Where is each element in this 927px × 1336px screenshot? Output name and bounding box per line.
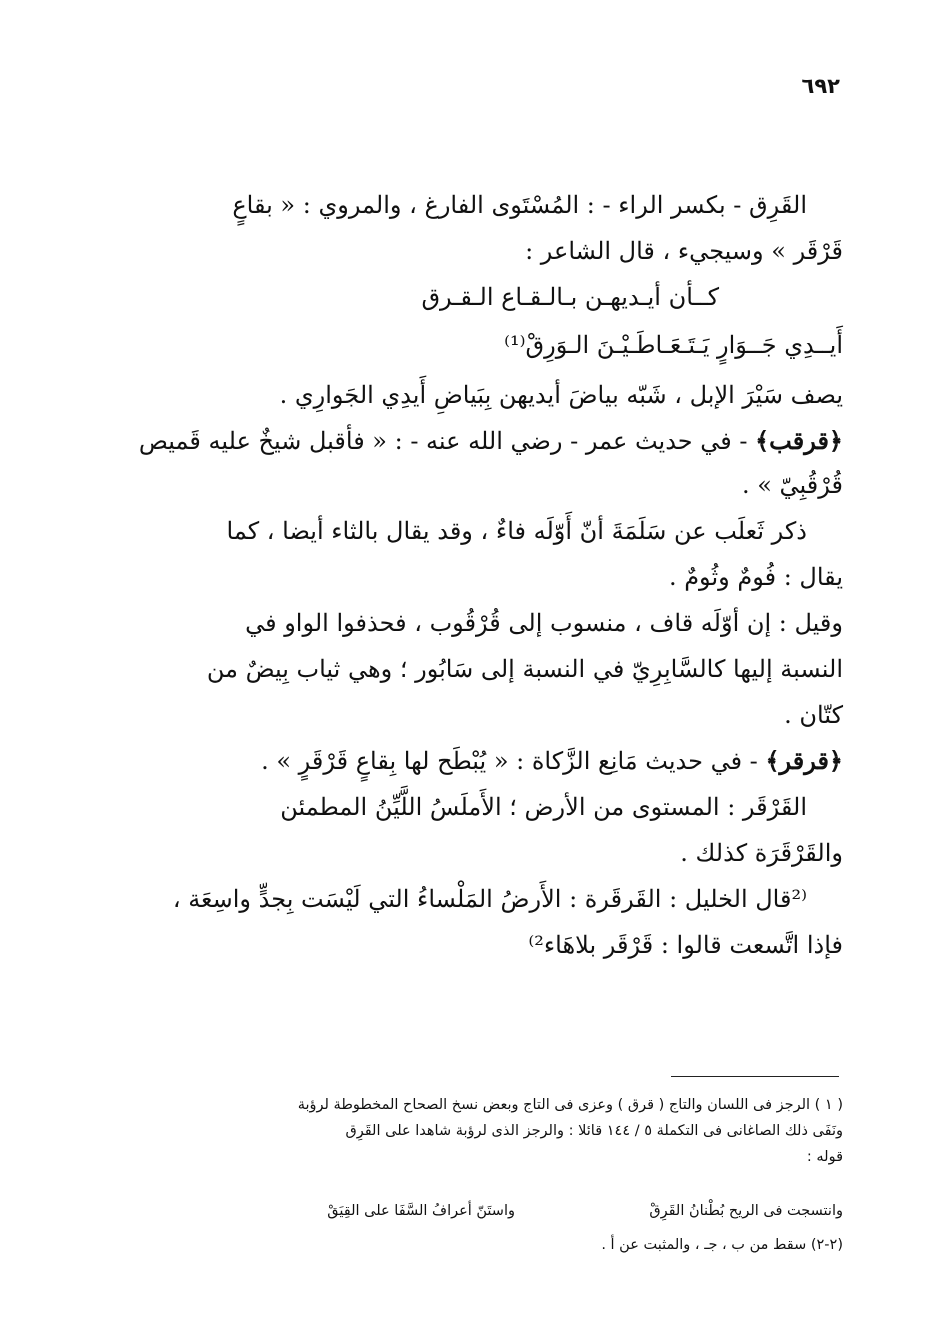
text-line: قَرْقَر » وسيجيء ، قال الشاعر : [525, 237, 843, 265]
entry-qarqar [261, 744, 843, 778]
text-line: قُرْقُبِيّ » . [741, 471, 843, 499]
footnote-divider [671, 1076, 839, 1077]
text-span: - في حديث عمر - رضي الله عنه - : « فأقبل شيخٌ عليه قَميص [138, 427, 748, 455]
text-line: ⁽²قال الخليل : القَرقَرة : الأَرضُ المَلْساءُ التي لَيْسَت بِجدٍّ واسِعَة ، [172, 885, 807, 913]
text-span: - في حديث مَانِع الزَّكاة : « يُبْطَح لها بِقاعٍ قَرْقَرٍ » . [261, 747, 758, 775]
headword-qurqub: ﴿قرقب﴾ [755, 426, 843, 455]
text-line: يصف سَيْرَ الإبل ، شَبّه بياضَ أيديهن بِبَياضِ أَيدِي الجَوارِي . [279, 381, 843, 409]
text-line: النسبة إليها كالسَّابِرِيّ في النسبة إلى سَابُور ؛ وهي ثياب بِيضٌ من [206, 655, 843, 683]
footnote-line: ( ١ ) الرجز فى اللسان والتاج ( قرق ) وعزى فى التاج وبعض نسخ الصحاح المخطوطة لرؤبة [297, 1097, 843, 1113]
text-line: القَرِق - بكسر الراء - : المُسْتَوى الفارغ ، والمروي : « بقاعٍ [232, 191, 807, 219]
footnote-line: (٢-٢) سقط من ب ، جـ ، والمثبت عن أ . [601, 1237, 843, 1253]
headword-qarqar: ﴿قرقر﴾ [765, 746, 843, 775]
footnote-line: ونَفَى ذلك الصاغانى فى التكملة ٥ / ١٤٤ قائلا : والرجز الذى لرؤبة شاهدا على القَرِق [345, 1123, 843, 1139]
text-line: يقال : فُومٌ وثُومٌ . [668, 563, 843, 591]
text-line: والقَرْقَرَة كذلك . [680, 839, 843, 867]
poem-verse-2: أَيــدِي جَــوَارٍ يَـتَـعَـاطَـيْـنَ الـوَرِقْ⁽¹⁾ [504, 331, 843, 359]
footnote-verse: واستَنّ أعرافُ السَّفَا على القِيَقْ [327, 1203, 515, 1219]
poem-verse-1: كــأن أيـديهـن بـالـقـاع الـقـرق [421, 283, 719, 311]
text-line: ذكر ثَعلَب عن سَلَمَةَ أنّ أَوّلَه فاءٌ ، وقد يقال بالثاء أيضا ، كما [226, 517, 807, 545]
text-line: القَرْقَر : المستوى من الأرض ؛ الأَملَسُ اللَّيِّنُ المطمئن [280, 793, 807, 821]
text-line: كتّان . [784, 701, 843, 729]
footnote-line: قوله : [806, 1149, 843, 1165]
entry-qurqub [139, 424, 843, 458]
footnote-verse: وانتسجت فى الريح بُطْنانُ القَرِقْ [649, 1203, 843, 1219]
text-line: وقيل : إن أوّلَه قاف ، منسوب إلى قُرْقُوب ، فحذفوا الواو في [245, 609, 843, 637]
text-line: فإذا اتَّسعت قالوا : قَرْقَر بلاهَاء²⁾ [528, 931, 843, 959]
page-number: ٦٩٢ [801, 74, 840, 98]
